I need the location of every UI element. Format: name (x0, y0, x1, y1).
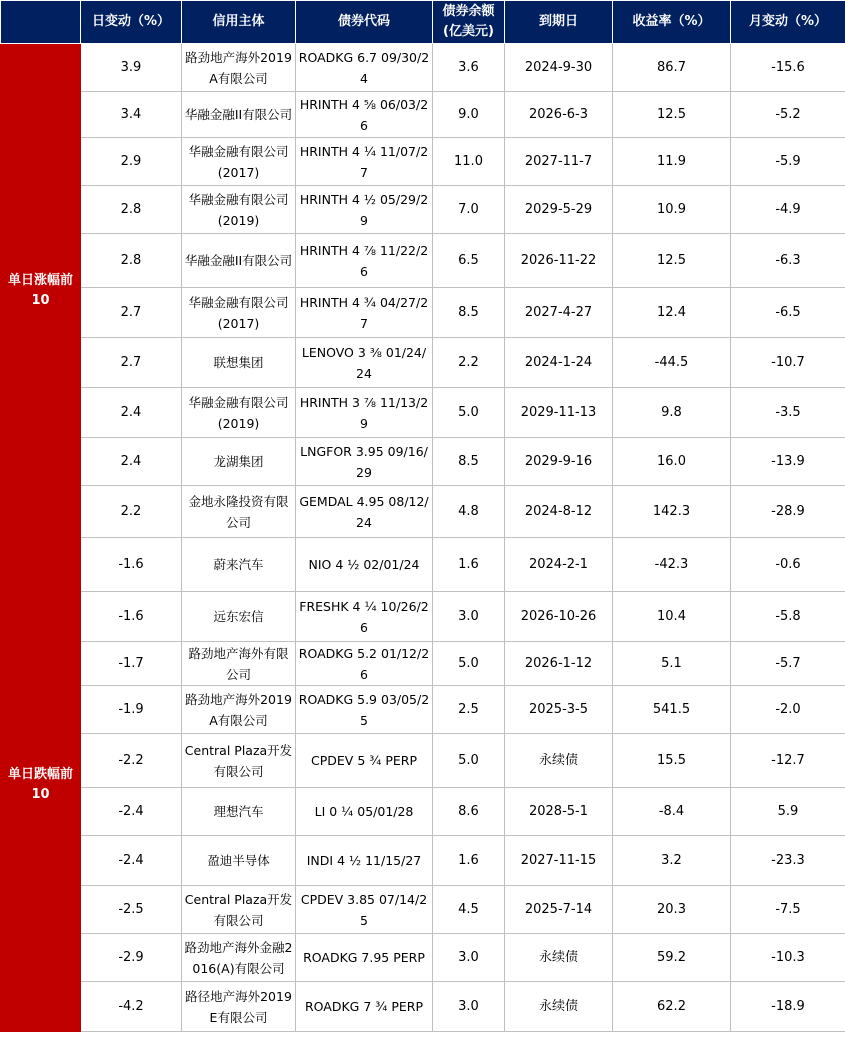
bond-code-cell: CPDEV 3.85 07/14/25 (296, 886, 433, 934)
balance-cell: 6.5 (433, 234, 505, 288)
balance-cell: 3.0 (433, 934, 505, 982)
table-body (1, 44, 845, 1032)
bond-code-cell: LI 0 ¼ 05/01/28 (296, 788, 433, 836)
daily-change-cell: 2.8 (81, 234, 182, 288)
header-cell-yield: 收益率（%） (613, 1, 731, 44)
maturity-cell: 永续债 (505, 934, 613, 982)
yield-cell: 10.9 (613, 186, 731, 234)
balance-cell: 8.6 (433, 788, 505, 836)
table-row (1, 234, 845, 288)
maturity-cell: 2028-5-1 (505, 788, 613, 836)
daily-change-cell: -2.5 (81, 886, 182, 934)
balance-cell: 3.0 (433, 982, 505, 1032)
table-row (1, 836, 845, 886)
bond-code-cell: ROADKG 6.7 09/30/24 (296, 44, 433, 92)
maturity-cell: 2029-9-16 (505, 438, 613, 486)
balance-cell: 1.6 (433, 836, 505, 886)
yield-cell: 16.0 (613, 438, 731, 486)
maturity-cell: 2026-10-26 (505, 592, 613, 642)
maturity-cell: 2024-8-12 (505, 486, 613, 538)
yield-cell: 12.5 (613, 234, 731, 288)
daily-change-cell: -1.7 (81, 642, 182, 686)
maturity-cell: 永续债 (505, 734, 613, 788)
issuer-cell: 华融金融II有限公司 (182, 234, 296, 288)
issuer-cell: 龙湖集团 (182, 438, 296, 486)
balance-cell: 4.5 (433, 886, 505, 934)
group-label-top-losers: 单日跌幅前 10 (1, 538, 81, 1032)
monthly-change-cell: -15.6 (731, 44, 845, 92)
daily-change-cell: -1.6 (81, 592, 182, 642)
header-cell-balance: 债券余额 (亿美元) (433, 1, 505, 44)
yield-cell: 3.2 (613, 836, 731, 886)
monthly-change-cell: -28.9 (731, 486, 845, 538)
header-cell-daily-change: 日变动（%） (81, 1, 182, 44)
bond-code-cell: ROADKG 5.9 03/05/25 (296, 686, 433, 734)
daily-change-cell: -1.6 (81, 538, 182, 592)
monthly-change-cell: -23.3 (731, 836, 845, 886)
table-row (1, 288, 845, 338)
issuer-cell: 联想集团 (182, 338, 296, 388)
monthly-change-cell: -5.7 (731, 642, 845, 686)
bond-code-cell: HRINTH 3 ⅞ 11/13/29 (296, 388, 433, 438)
header-row (1, 1, 845, 44)
daily-change-cell: 2.7 (81, 338, 182, 388)
issuer-cell: 路劲地产海外2019 A有限公司 (182, 686, 296, 734)
monthly-change-cell: -3.5 (731, 388, 845, 438)
yield-cell: -42.3 (613, 538, 731, 592)
maturity-cell: 2029-11-13 (505, 388, 613, 438)
balance-cell: 8.5 (433, 288, 505, 338)
table-row (1, 734, 845, 788)
monthly-change-cell: 5.9 (731, 788, 845, 836)
monthly-change-cell: -5.2 (731, 92, 845, 138)
issuer-cell: 盈迪半导体 (182, 836, 296, 886)
monthly-change-cell: -4.9 (731, 186, 845, 234)
table-row (1, 186, 845, 234)
table-row (1, 92, 845, 138)
daily-change-cell: 2.7 (81, 288, 182, 338)
issuer-cell: 蔚来汽车 (182, 538, 296, 592)
table-row (1, 592, 845, 642)
daily-change-cell: 2.8 (81, 186, 182, 234)
monthly-change-cell: -10.7 (731, 338, 845, 388)
yield-cell: 20.3 (613, 886, 731, 934)
table-row (1, 982, 845, 1032)
yield-cell: -44.5 (613, 338, 731, 388)
yield-cell: 5.1 (613, 642, 731, 686)
issuer-cell: 华融金融有限公司(2019) (182, 186, 296, 234)
monthly-change-cell: -6.3 (731, 234, 845, 288)
daily-change-cell: -2.4 (81, 836, 182, 886)
bond-code-cell: NIO 4 ½ 02/01/24 (296, 538, 433, 592)
bond-code-cell: ROADKG 5.2 01/12/26 (296, 642, 433, 686)
monthly-change-cell: -7.5 (731, 886, 845, 934)
bond-code-cell: ROADKG 7 ¾ PERP (296, 982, 433, 1032)
balance-cell: 2.5 (433, 686, 505, 734)
header-cell-monthly-change: 月变动（%） (731, 1, 845, 44)
balance-cell: 3.0 (433, 592, 505, 642)
header-cell-bond-code: 债券代码 (296, 1, 433, 44)
monthly-change-cell: -0.6 (731, 538, 845, 592)
issuer-cell: 华融金融有限公司(2017) (182, 288, 296, 338)
yield-cell: 86.7 (613, 44, 731, 92)
maturity-cell: 2027-11-15 (505, 836, 613, 886)
daily-change-cell: -2.4 (81, 788, 182, 836)
maturity-cell: 2025-7-14 (505, 886, 613, 934)
balance-cell: 1.6 (433, 538, 505, 592)
balance-cell: 5.0 (433, 642, 505, 686)
bond-code-cell: HRINTH 4 ½ 05/29/29 (296, 186, 433, 234)
issuer-cell: 路劲地产海外金融2016(A)有限公司 (182, 934, 296, 982)
monthly-change-cell: -13.9 (731, 438, 845, 486)
maturity-cell: 2024-2-1 (505, 538, 613, 592)
monthly-change-cell: -18.9 (731, 982, 845, 1032)
daily-change-cell: 3.9 (81, 44, 182, 92)
bond-code-cell: INDI 4 ½ 11/15/27 (296, 836, 433, 886)
issuer-cell: 金地永隆投资有限公司 (182, 486, 296, 538)
yield-cell: -8.4 (613, 788, 731, 836)
bond-code-cell: HRINTH 4 ¾ 04/27/27 (296, 288, 433, 338)
maturity-cell: 2026-6-3 (505, 92, 613, 138)
group-label-top-gainers: 单日涨幅前 10 (1, 44, 81, 538)
table-row (1, 886, 845, 934)
header-cell-issuer: 信用主体 (182, 1, 296, 44)
maturity-cell: 永续债 (505, 982, 613, 1032)
daily-change-cell: 2.2 (81, 486, 182, 538)
daily-change-cell: 2.4 (81, 388, 182, 438)
yield-cell: 62.2 (613, 982, 731, 1032)
daily-change-cell: 2.9 (81, 138, 182, 186)
maturity-cell: 2029-5-29 (505, 186, 613, 234)
balance-cell: 9.0 (433, 92, 505, 138)
table-row (1, 686, 845, 734)
daily-change-cell: -2.2 (81, 734, 182, 788)
daily-change-cell: 3.4 (81, 92, 182, 138)
bond-code-cell: LNGFOR 3.95 09/16/29 (296, 438, 433, 486)
balance-cell: 2.2 (433, 338, 505, 388)
issuer-cell: 路劲地产海外有限公司 (182, 642, 296, 686)
bond-code-cell: LENOVO 3 ⅜ 01/24/24 (296, 338, 433, 388)
table-row (1, 934, 845, 982)
table-row (1, 388, 845, 438)
bond-code-cell: FRESHK 4 ¼ 10/26/26 (296, 592, 433, 642)
yield-cell: 541.5 (613, 686, 731, 734)
issuer-cell: 华融金融II有限公司 (182, 92, 296, 138)
yield-cell: 15.5 (613, 734, 731, 788)
balance-cell: 4.8 (433, 486, 505, 538)
maturity-cell: 2024-1-24 (505, 338, 613, 388)
bond-code-cell: CPDEV 5 ¾ PERP (296, 734, 433, 788)
table-row (1, 788, 845, 836)
issuer-cell: Central Plaza开发有限公司 (182, 734, 296, 788)
maturity-cell: 2025-3-5 (505, 686, 613, 734)
balance-cell: 11.0 (433, 138, 505, 186)
bond-code-cell: ROADKG 7.95 PERP (296, 934, 433, 982)
header-cell-maturity: 到期日 (505, 1, 613, 44)
monthly-change-cell: -5.9 (731, 138, 845, 186)
issuer-cell: 远东宏信 (182, 592, 296, 642)
maturity-cell: 2027-4-27 (505, 288, 613, 338)
yield-cell: 9.8 (613, 388, 731, 438)
issuer-cell: 路径地产海外2019 E有限公司 (182, 982, 296, 1032)
table-row (1, 44, 845, 92)
daily-change-cell: -4.2 (81, 982, 182, 1032)
issuer-cell: 理想汽车 (182, 788, 296, 836)
yield-cell: 142.3 (613, 486, 731, 538)
bond-code-cell: GEMDAL 4.95 08/12/24 (296, 486, 433, 538)
balance-cell: 3.6 (433, 44, 505, 92)
daily-change-cell: -2.9 (81, 934, 182, 982)
balance-cell: 5.0 (433, 734, 505, 788)
balance-cell: 7.0 (433, 186, 505, 234)
maturity-cell: 2026-11-22 (505, 234, 613, 288)
monthly-change-cell: -10.3 (731, 934, 845, 982)
balance-cell: 8.5 (433, 438, 505, 486)
yield-cell: 11.9 (613, 138, 731, 186)
issuer-cell: 路劲地产海外2019 A有限公司 (182, 44, 296, 92)
monthly-change-cell: -12.7 (731, 734, 845, 788)
yield-cell: 10.4 (613, 592, 731, 642)
yield-cell: 12.5 (613, 92, 731, 138)
table-row (1, 438, 845, 486)
yield-cell: 59.2 (613, 934, 731, 982)
table-row (1, 486, 845, 538)
table-row (1, 538, 845, 592)
bond-code-cell: HRINTH 4 ¼ 11/07/27 (296, 138, 433, 186)
bond-code-cell: HRINTH 4 ⅞ 11/22/26 (296, 234, 433, 288)
issuer-cell: Central Plaza开发有限公司 (182, 886, 296, 934)
daily-change-cell: -1.9 (81, 686, 182, 734)
maturity-cell: 2026-1-12 (505, 642, 613, 686)
balance-cell: 5.0 (433, 388, 505, 438)
monthly-change-cell: -5.8 (731, 592, 845, 642)
monthly-change-cell: -6.5 (731, 288, 845, 338)
bond-code-cell: HRINTH 4 ⅝ 06/03/26 (296, 92, 433, 138)
header-cell-group (1, 1, 81, 44)
table-row (1, 138, 845, 186)
yield-cell: 12.4 (613, 288, 731, 338)
table-row (1, 642, 845, 686)
issuer-cell: 华融金融有限公司(2019) (182, 388, 296, 438)
daily-change-cell: 2.4 (81, 438, 182, 486)
issuer-cell: 华融金融有限公司(2017) (182, 138, 296, 186)
table-row (1, 338, 845, 388)
monthly-change-cell: -2.0 (731, 686, 845, 734)
maturity-cell: 2027-11-7 (505, 138, 613, 186)
maturity-cell: 2024-9-30 (505, 44, 613, 92)
